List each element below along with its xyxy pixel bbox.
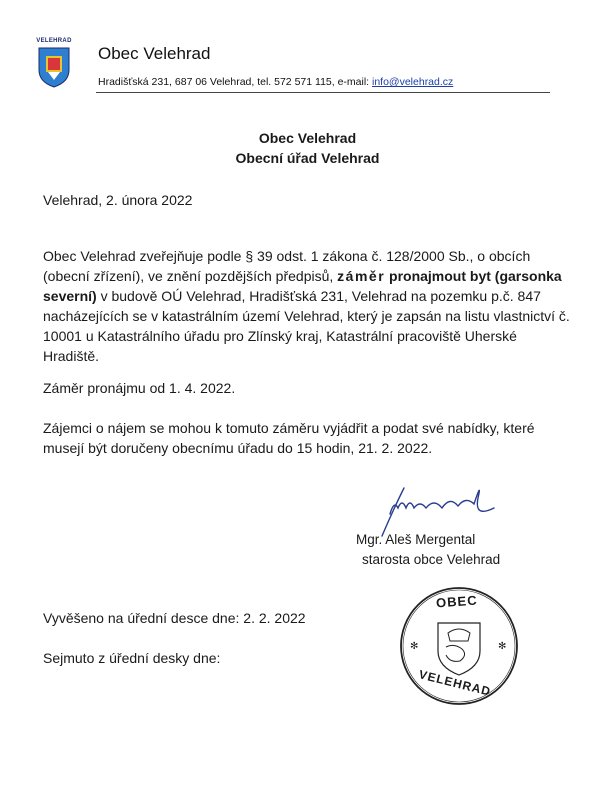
handwritten-signature bbox=[364, 478, 504, 538]
offers-paragraph: Zájemci o nájem se mohou k tomuto záměru vyjádřit a podat své nabídky, které musejí být doručeny obecnímu úřadu do 15 hodin, 21. 2. 2022. bbox=[43, 420, 535, 456]
svg-text:✻: ✻ bbox=[410, 641, 419, 652]
bold-zamer: záměr bbox=[337, 268, 386, 284]
coat-of-arms-logo bbox=[36, 38, 72, 88]
heading-line-1: Obec Velehrad bbox=[258, 130, 357, 146]
main-paragraph bbox=[43, 246, 573, 366]
posted-line: Vyvěšeno na úřední desce dne: 2. 2. 2022 bbox=[43, 610, 306, 626]
stamp-bottom-text: VELEHRAD bbox=[417, 667, 493, 699]
email-link[interactable]: info@velehrad.cz bbox=[372, 76, 454, 88]
heading-line-2: Obecní úřad Velehrad bbox=[235, 150, 380, 166]
logo-text: VELEHRAD bbox=[36, 38, 72, 44]
removed-line: Sejmuto z úřední desky dne: bbox=[43, 650, 221, 666]
rest-text: v budově OÚ Velehrad, Hradišťská 231, Velehrad na pozemku p.č. 847 nacházejících se v katastrálním území Velehrad, který je zapsán na listu vlastnictví č. 10001 u Katastrálního úřadu pro Zlínský kraj, Katastrální pracoviště Uherské Hradiště. bbox=[43, 288, 570, 364]
lease-from-line: Záměr pronájmu od 1. 4. 2022. bbox=[43, 380, 236, 396]
header-rule bbox=[96, 92, 550, 93]
bold-rent-text: pronajmout byt (garsonka severní) bbox=[43, 268, 562, 304]
date-line: Velehrad, 2. února 2022 bbox=[43, 192, 193, 208]
signatory-name: Mgr. Aleš Mergental bbox=[356, 532, 476, 547]
organization-name: Obec Velehrad bbox=[98, 44, 211, 63]
svg-text:✻: ✻ bbox=[498, 641, 507, 652]
address-text: Hradišťská 231, 687 06 Velehrad, tel. 572 571 115, e-mail: bbox=[98, 76, 372, 88]
signatory-title: starosta obce Velehrad bbox=[362, 552, 501, 567]
address-line bbox=[98, 76, 453, 88]
intro-text: Obec Velehrad zveřejňuje podle § 39 odst. 1 zákona č. 128/2000 Sb., o obcích (obecní zřízení), ve znění pozdějších předpisů, bbox=[43, 248, 531, 284]
stamp-top-text: OBEC bbox=[435, 592, 479, 611]
